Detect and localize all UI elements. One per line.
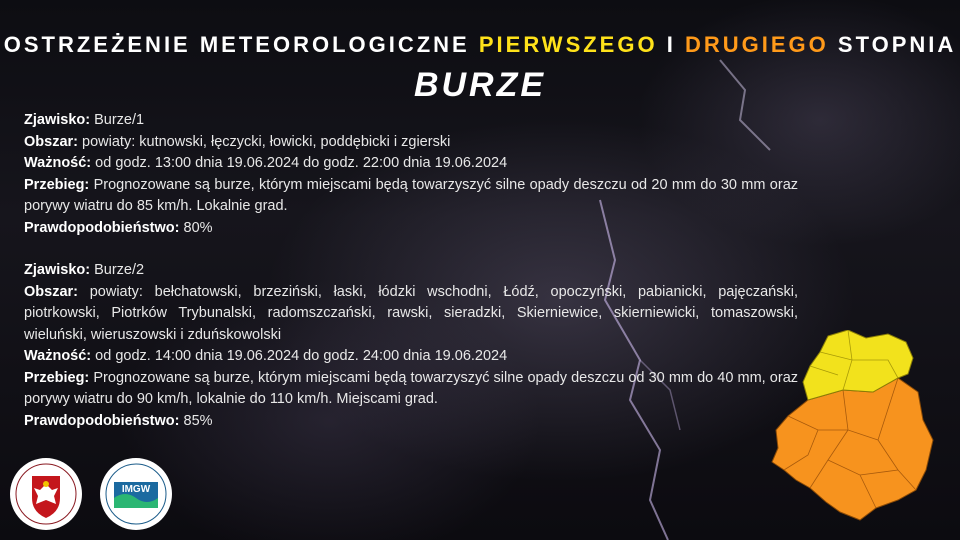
area-line xyxy=(24,132,798,154)
warning-block-2 xyxy=(24,260,798,432)
course-value: Prognozowane są burze, którym miejscami będą towarzyszyć silne opady deszczu od 30 mm do 40 mm, oraz porywy wiatru do 90 km/h, lokalnie do 110 km/h. Miejscami grad. xyxy=(24,369,799,407)
orange-warning-region xyxy=(772,378,933,520)
phenomenon-value: Burze/2 xyxy=(94,262,145,278)
probability-label: Prawdopodobieństwo: xyxy=(24,219,180,236)
phenomenon-line xyxy=(24,260,798,282)
probability-value: 80% xyxy=(183,219,213,236)
warning-header xyxy=(0,32,960,58)
course-label: Przebieg: xyxy=(24,176,90,193)
warning-block-1 xyxy=(24,110,798,239)
phenomenon-value: Burze/1 xyxy=(94,112,145,128)
phenomenon-label: Zjawisko: xyxy=(24,112,91,128)
validity-label: Ważność: xyxy=(24,155,92,171)
polish-eagle-emblem-icon xyxy=(10,458,82,530)
imgw-logo-icon xyxy=(100,458,172,530)
validity-value: od godz. 14:00 dnia 19.06.2024 do godz. 24:00 dnia 19.06.2024 xyxy=(95,348,508,364)
page-title: BURZE xyxy=(413,66,547,104)
header-prefix: OSTRZEŻENIE METEOROLOGICZNE xyxy=(3,32,470,57)
header-first-degree: PIERWSZEGO xyxy=(478,32,658,57)
area-label: Obszar: xyxy=(24,133,78,150)
validity-value: od godz. 13:00 dnia 19.06.2024 do godz. 22:00 dnia 19.06.2024 xyxy=(95,155,508,171)
lodzkie-voivodeship-map-icon xyxy=(748,330,948,530)
probability-line xyxy=(24,218,798,240)
area-line xyxy=(24,282,798,347)
validity-label: Ważność: xyxy=(24,348,92,364)
course-label: Przebieg: xyxy=(24,369,90,386)
course-line xyxy=(24,368,798,411)
validity-line xyxy=(24,346,798,368)
probability-line xyxy=(24,411,798,433)
imgw-logo-text: IMGW xyxy=(121,484,151,495)
header-suffix: STOPNIA xyxy=(837,32,957,57)
phenomenon-line xyxy=(24,110,798,132)
area-label: Obszar: xyxy=(24,283,78,300)
probability-label: Prawdopodobieństwo: xyxy=(24,412,180,429)
validity-line xyxy=(24,153,798,175)
header-second-degree: DRUGIEGO xyxy=(684,32,829,57)
course-value: Prognozowane są burze, którym miejscami będą towarzyszyć silne opady deszczu od 20 mm do 30 mm oraz porywy wiatru do 85 km/h. Lokalnie grad. xyxy=(24,176,799,214)
course-line xyxy=(24,175,798,218)
warnings-content xyxy=(24,110,798,453)
logos xyxy=(8,454,178,534)
area-value: powiaty: kutnowski, łęczycki, łowicki, poddębicki i zgierski xyxy=(82,133,451,150)
area-value: powiaty: bełchatowski, brzeziński, łaski, łódzki wschodni, Łódź, opoczyński, pabianicki, pajęczański, piotrkowski, Piotrków Trybunalski, radomszczański, rawski, sieradzki, Skierniewice, skierniewicki, tomaszowski, wieluński, wieruszowski i zduńskowolski xyxy=(24,283,798,343)
probability-value: 85% xyxy=(183,412,213,429)
header-conjunction: I xyxy=(666,32,676,57)
phenomenon-label: Zjawisko: xyxy=(24,262,91,278)
